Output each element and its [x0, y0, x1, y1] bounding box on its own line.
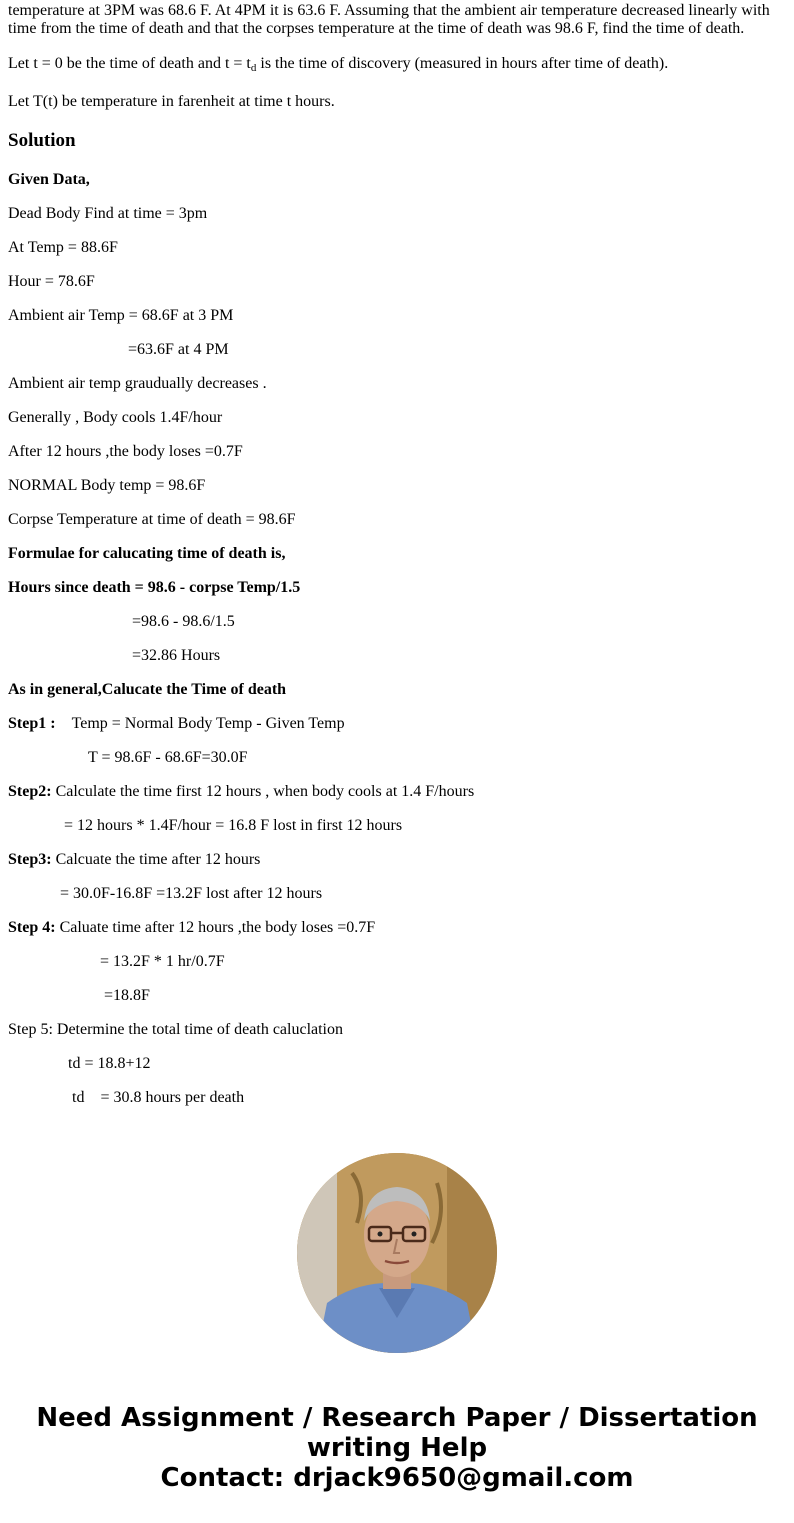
given-line: At Temp = 88.6F [8, 239, 118, 256]
step-5: Step 5: Determine the total time of death caluclation [8, 1021, 343, 1038]
given-heading: Given Data, [8, 171, 90, 188]
problem-let-t: Let t = 0 be the time of death and $t = t_d$ is the time of discovery (measured in hours after time of death). [8, 55, 669, 74]
step-1: Step1 : Temp = Normal Body Temp - Given Temp [8, 715, 345, 732]
given-line: Ambient air Temp = 68.6F at 3 PM [8, 307, 234, 324]
step-3-calc: = 30.0F-16.8F =13.2F lost after 12 hours [60, 885, 323, 902]
author-photo [297, 1153, 497, 1353]
formula-calc: =98.6 - 98.6/1.5 [132, 613, 235, 630]
given-line: After 12 hours ,the body loses =0.7F [8, 443, 243, 460]
formula: Hours since death = 98.6 - corpse Temp/1.5 [8, 579, 301, 596]
formula-heading: Formulae for calucating time of death is, [8, 545, 286, 562]
solution-heading: Solution [8, 130, 76, 151]
step-4-result: =18.8F [104, 987, 150, 1004]
step-4: Step 4: Caluate time after 12 hours ,the body loses =0.7F [8, 919, 376, 936]
given-line: Hour = 78.6F [8, 273, 95, 290]
promo-line-2: writing Help [306, 1433, 488, 1463]
author-portrait [297, 1153, 497, 1353]
promo-banner [0, 1403, 794, 1493]
step-4-calc: = 13.2F * 1 hr/0.7F [100, 953, 225, 970]
step-2-calc: = 12 hours * 1.4F/hour = 16.8 F lost in first 12 hours [64, 817, 403, 834]
step-5-calc: td = 18.8+12 [68, 1055, 151, 1072]
general-heading: As in general,Calucate the Time of death [8, 681, 287, 698]
step-3: Step3: Calcuate the time after 12 hours [8, 851, 261, 868]
given-line: =63.6F at 4 PM [128, 341, 229, 358]
given-line: Corpse Temperature at time of death = 98.6F [8, 511, 296, 528]
step-5-result: td = 30.8 hours per death [72, 1089, 245, 1106]
given-line: NORMAL Body temp = 98.6F [8, 477, 206, 494]
formula-result: =32.86 Hours [132, 647, 221, 664]
given-line: Generally , Body cools 1.4F/hour [8, 409, 223, 426]
step-2: Step2: Calculate the time first 12 hours , when body cools at 1.4 F/hours [8, 783, 475, 800]
given-line: Ambient air temp graudually decreases . [8, 375, 267, 392]
given-line: Dead Body Find at time = 3pm [8, 205, 208, 222]
promo-line-1: Need Assignment / Research Paper / Dissertation [36, 1403, 758, 1433]
problem-let-T: Let T(t) be temperature in farenheit at time t hours. [8, 93, 335, 110]
problem-intro: temperature at 3PM was 68.6 F. At 4PM it is 63.6 F. Assuming that the ambient air temperature decreased linearly with time from the time of death and that the corpses temperature at the time of death was 98.6 F, find the time of death. [8, 2, 770, 37]
step-1-calc: T = 98.6F - 68.6F=30.0F [88, 749, 248, 766]
promo-contact: Contact: drjack9650@gmail.com [160, 1463, 634, 1493]
